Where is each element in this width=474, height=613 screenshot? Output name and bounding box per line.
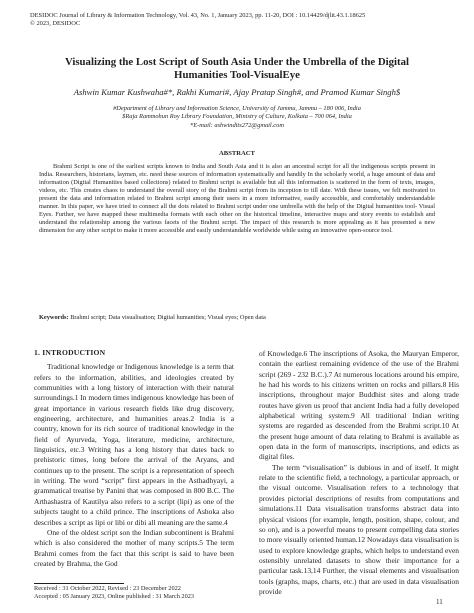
affiliation-2: $Raja Rammohun Roy Library Foundation, Ministry of Culture, Kolkata – 700 064, India [122,113,352,121]
intro-paragraph-4: The term “visualisation” is dubious in and of itself. It might relate to the scientific field, a technology, a particular approach, or the visual outcome. Visualisation refers to a technology that provides pictorial descriptions of results from computations and simulations.11 Data visualisation transforms abstract data into physical visions (for example, length, position, shape, colour, and so on), and is a powerful means to present compelling data stories to more visually oriented human.12 Nowadays data visualisation is used to explore knowledge graphs, which helps to understand even ostensibly unrelated datasets to show their importance for a particular task.13,14 Further, the visual elements and visualisation tools (graphs, maps, charts, etc.) that are used in data visualisation provide [259,462,459,596]
intro-paragraph-3: of Knowledge.6 The inscriptions of Asoka, the Mauryan Emperor, contain the earliest remaining evidence of the use of the Brahmi script (269 - 232 B.C.).7 At numerous locations around his empire, he had his words to his citizens written on rocks and pillars.8 His inscriptions, throughout major Buddhist sites and along trade routes have given us proof that ancient India had a fully developed alphabetical writing system.9 All traditional Indian writing systems are regarded as descended from the Brahmi script.10 At the present huge amount of data relating to Brahmi is available as open data in the form of manuscripts, inscriptions, and edicts as digital files. [259,349,459,462]
accepted-line: Accepted : 05 January 2023, Online published : 31 March 2023 [34,593,195,601]
author-list: Ashwin Kumar Kushwaha#*, Rakhi Kumari#, Ajay Pratap Singh#, and Pramod Kumar Singh$ [73,87,401,97]
section-heading-introduction: 1. INTRODUCTION [34,348,106,357]
page-number: 11 [436,598,443,606]
footnote-divider [34,583,124,584]
intro-paragraph-1: Traditional knowledge or Indigenous knowledge is a term that refers to the information, abilities, and ideologies created by communities with a long history of interaction with their natural surroundings.1 In modern times indigenous knowledge has been of great importance in various research fields like drug discovery, engineering, architecture, and humanities areas.2 India is a country, known for its rich source of traditional knowledge in the field of Ayurveda, Yoga, literature, medicine, architecture, linguistics, etc.3 Writing has a long history that dates back to prehistoric times, long before the arrival of the Aryans, and continues up to the present. The script is a representation of speech in writing. The word “script” first appears in the Asthadhyayi, a grammatical treatise by Panini that was composed in 800 B.C. The Arthashastra of Kautilya also refers to a script (lipi) as one of the subjects taught to a child prince. The inscriptions of Ashoka also describes a script as lipi or libi or dibi all meaning are the same.4 [34,362,234,527]
journal-header [30,12,450,29]
author-email: *E-mail: ashwindits272@gmail.com [190,121,284,129]
copyright-line: © 2023, DESIDOC [30,20,81,28]
abstract-body [39,163,435,235]
affiliation-1: #Department of Library and Information Science, University of Jammu, Jammu – 180 006, India [113,105,361,112]
right-column [259,349,459,597]
keywords-text: Brahmi script; Data visualisation; Digital humanities; Visual eyes; Open data [70,314,266,321]
received-dates [34,585,254,601]
received-line: Received : 31 October 2022, Revised : 23 December 2022 [34,585,181,592]
left-column [34,348,234,569]
paper-title: Visualizing the Lost Script of South Asia Under the Umbrella of the Digital Humanities Tool-VisualEye [64,56,410,81]
abstract-text: Brahmi Script is one of the earliest scripts known to India and South Asia and it is also an ancestral script for all the indigenous scripts present in India. Researchers, historians, laymen, etc. need these sources of information systematically and handily In the scholarly world, a huge amount of data and information (Digital Humanities based collections) related to Brahmi script is available but all this information is scattered in the form of texts, images, videos, etc. This creates chaos to understand the overall story of the Brahmi script from its inception to till date. With these issues, we felt motivated to present the data and information related to Brahmi script among their users in a more informative, easily accessible, and comfortably understandable manner. In this paper, we have tried to connect all the dots related to Brahmi script under one umbrella with the help of the Digital humanities tool- Visual Eyes. Further, we have mapped these multimedia formats with each other on the historical timeline, interactive maps and story events to establish and understand the relationship among the various facets of the Brahmi script. The impact of this research is more appealing as it has presented a new dimension for any other script to make it more accessible and easily understandable worldwide while using an innovative open-source tool. [39,163,435,235]
keywords-label: Keywords: [39,314,69,321]
citation-line: DESIDOC Journal of Library & Information Technology, Vol. 43, No. 1, January 2023, pp. 11-20, DOI : 10.14429/djlit.43.1.18625 [30,12,366,19]
abstract-heading: ABSTRACT [219,150,255,157]
intro-paragraph-2: One of the oldest script son the Indian subcontinent is Brahmi which is also considered the mother of many scripts.5 The term Brahmi comes from the fact that this script is said to have been created by Brahma, the God [34,527,234,568]
affiliations [30,105,444,130]
keywords-line [39,314,435,322]
